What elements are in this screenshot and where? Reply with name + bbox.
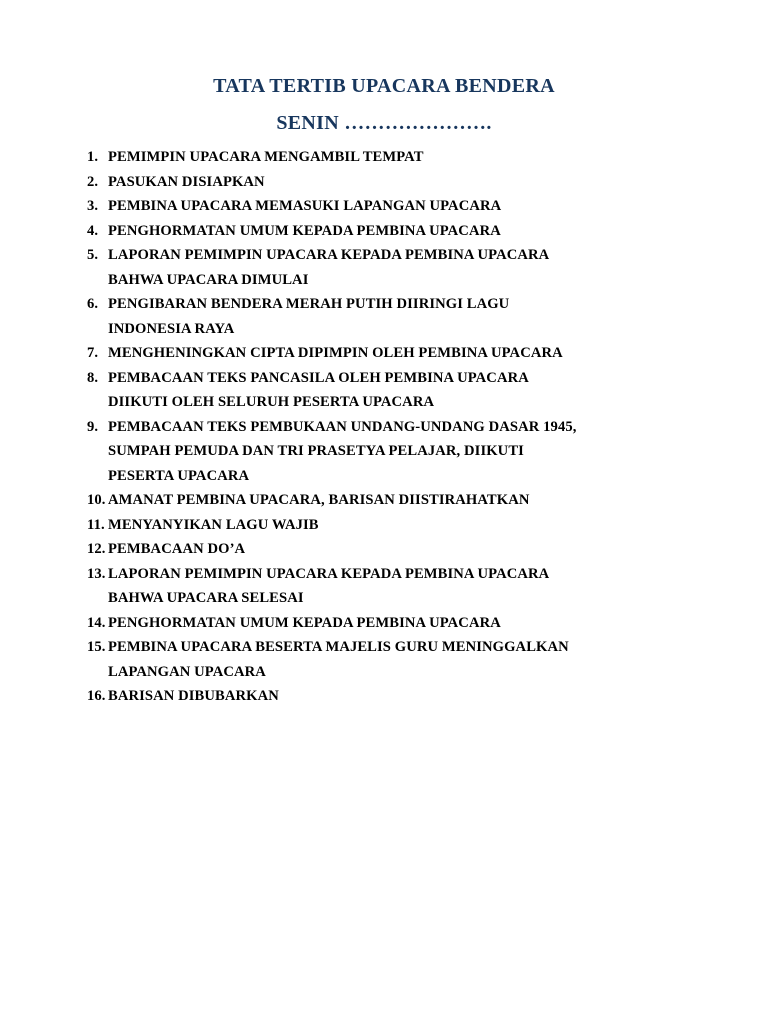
list-item-number: 9.: [87, 418, 99, 435]
list-item-text: [108, 684, 727, 709]
list-item-line: PASUKAN DISIAPKAN: [108, 173, 265, 190]
list-item-line: PEMBACAAN TEKS PEMBUKAAN UNDANG-UNDANG DASAR 1945,: [108, 418, 577, 435]
rules-list: [87, 145, 727, 709]
list-item-line: PEMIMPIN UPACARA MENGAMBIL TEMPAT: [108, 149, 424, 165]
list-item-text: [108, 488, 727, 513]
list-item-line: PENGHORMATAN UMUM KEPADA PEMBINA UPACARA: [108, 614, 501, 631]
list-item-text: [108, 194, 727, 219]
list-item-number: 3.: [87, 198, 99, 214]
list-item-text: [108, 513, 727, 538]
list-item-number: 6.: [87, 296, 99, 312]
list-item-line: LAPORAN PEMIMPIN UPACARA KEPADA PEMBINA UPACARA: [108, 565, 550, 582]
list-item-text: [108, 292, 727, 341]
list-item-line: PESERTA UPACARA: [108, 467, 250, 484]
list-item: [87, 415, 727, 489]
list-item-number: 16.: [87, 688, 106, 704]
list-item-line: SUMPAH PEMUDA DAN TRI PRASETYA PELAJAR, DIIKUTI: [108, 443, 524, 459]
list-item: [87, 243, 727, 292]
list-item: [87, 194, 727, 219]
list-item-line: DIIKUTI OLEH SELURUH PESERTA UPACARA: [108, 394, 435, 410]
list-item: [87, 684, 727, 709]
list-item: [87, 513, 727, 538]
list-item-line: PENGHORMATAN UMUM KEPADA PEMBINA UPACARA: [108, 222, 501, 239]
list-item: [87, 488, 727, 513]
list-item-line: INDONESIA RAYA: [108, 320, 235, 337]
list-item: [87, 635, 727, 684]
list-item-line: PEMBINA UPACARA BESERTA MAJELIS GURU MENINGGALKAN: [108, 639, 569, 655]
list-item-text: [108, 415, 727, 489]
list-item-line: MENGHENINGKAN CIPTA DIPIMPIN OLEH PEMBINA UPACARA: [108, 345, 563, 361]
list-item-text: [108, 243, 727, 292]
list-item-number: 12.: [87, 541, 106, 557]
list-item-line: BAHWA UPACARA SELESAI: [108, 590, 304, 606]
list-item: [87, 537, 727, 562]
list-item-number: 4.: [87, 222, 99, 239]
document-title: TATA TERTIB UPACARA BENDERA: [213, 75, 555, 97]
list-item-number: 8.: [87, 369, 99, 386]
list-item-line: PEMBACAAN TEKS PANCASILA OLEH PEMBINA UPACARA: [108, 369, 529, 386]
list-item-text: [108, 341, 727, 366]
list-item-number: 14.: [87, 614, 106, 631]
list-item-number: 10.: [87, 492, 106, 508]
list-item: [87, 366, 727, 415]
list-item-line: MENYANYIKAN LAGU WAJIB: [108, 516, 319, 533]
list-item-line: BAHWA UPACARA DIMULAI: [108, 271, 309, 288]
list-item-number: 5.: [87, 247, 99, 263]
list-item-line: LAPANGAN UPACARA: [108, 663, 266, 680]
list-item-line: PEMBINA UPACARA MEMASUKI LAPANGAN UPACARA: [108, 198, 502, 214]
list-item-line: AMANAT PEMBINA UPACARA, BARISAN DIISTIRAHATKAN: [108, 492, 530, 508]
list-item: [87, 292, 727, 341]
list-item: [87, 562, 727, 611]
list-item-text: [108, 635, 727, 684]
list-item: [87, 145, 727, 170]
list-item-number: 1.: [87, 149, 99, 165]
list-item: [87, 219, 727, 244]
list-item-text: [108, 537, 727, 562]
list-item-number: 15.: [87, 639, 106, 655]
list-item-line: BARISAN DIBUBARKAN: [108, 688, 279, 704]
list-item-number: 11.: [87, 516, 105, 533]
list-item-text: [108, 366, 727, 415]
list-item-text: [108, 219, 727, 244]
list-item-number: 13.: [87, 565, 106, 582]
list-item: [87, 611, 727, 636]
list-item-line: LAPORAN PEMIMPIN UPACARA KEPADA PEMBINA UPACARA: [108, 247, 550, 263]
list-item-line: PENGIBARAN BENDERA MERAH PUTIH DIIRINGI LAGU: [108, 296, 510, 312]
list-item-text: [108, 145, 727, 170]
list-item-text: [108, 562, 727, 611]
list-item-text: [108, 170, 727, 195]
list-item: [87, 170, 727, 195]
list-item-line: PEMBACAAN DO’A: [108, 541, 246, 557]
list-item-number: 7.: [87, 345, 99, 361]
list-item-text: [108, 611, 727, 636]
list-item: [87, 341, 727, 366]
list-item-number: 2.: [87, 173, 99, 190]
document-subtitle: SENIN ………………….: [276, 112, 492, 134]
